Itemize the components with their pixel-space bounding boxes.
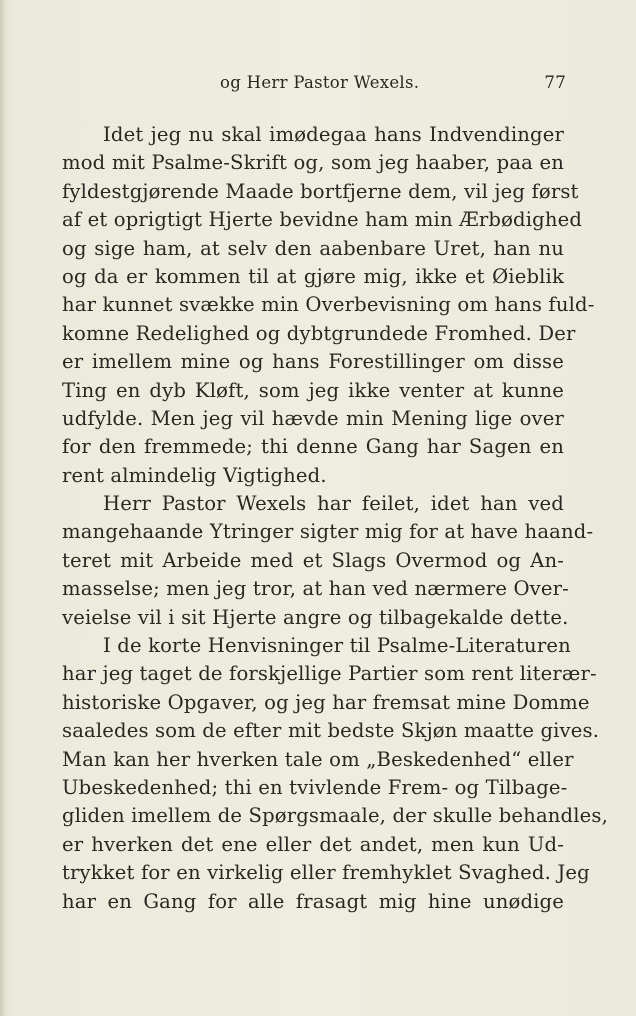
text-line: udfylde. Men jeg vil hævde min Mening lige over	[62, 406, 564, 430]
text-line: teret mit Arbeide med et Slags Overmod og An-	[62, 548, 564, 572]
text-line: Idet jeg nu skal imødegaa hans Indvendinger	[103, 123, 564, 146]
text-line: Ubeskedenhed; thi en tvivlende Frem- og Tilbage-	[62, 775, 568, 799]
text-line: gliden imellem de Spørgsmaale, der skulle behandles,	[62, 804, 608, 828]
text-line: er imellem mine og hans Forestillinger om disse	[62, 350, 564, 374]
text-line: masselse; men jeg tror, at han ved nærmere Over-	[62, 577, 569, 601]
text-line: har jeg taget de forskjellige Partier som rent literær-	[62, 662, 597, 686]
text-line: historiske Opgaver, og jeg har fremsat mine Domme	[62, 690, 590, 714]
running-header	[62, 73, 568, 97]
text-line: har en Gang for alle frasagt mig hine unødige	[62, 889, 564, 913]
text-line: for den fremmede; thi denne Gang har Sagen en	[62, 435, 564, 459]
text-line: Man kan her hverken tale om „Beskedenhed“ eller	[62, 747, 574, 771]
text-line: komne Redelighed og dybtgrundede Fromhed. Der	[62, 321, 576, 345]
text-line: mod mit Psalme-Skrift og, som jeg haaber, paa en	[62, 151, 564, 175]
text-line: rent almindelig Vigtighed.	[62, 463, 327, 487]
text-line: og da er kommen til at gjøre mig, ikke et Øieblik	[62, 264, 564, 288]
text-line: er hverken det ene eller det andet, men kun Ud-	[62, 832, 564, 856]
text-line: veielse vil i sit Hjerte angre og tilbagekalde dette.	[62, 605, 569, 629]
text-line: I de korte Henvisninger til Psalme-Literaturen	[103, 634, 571, 658]
text-line: trykket for en virkelig eller fremhyklet Svaghed. Jeg	[62, 861, 590, 885]
page-number: 77	[544, 73, 566, 92]
text-line: af et oprigtigt Hjerte bevidne ham min Ærbødighed	[62, 208, 583, 232]
page-gutter-shadow	[0, 0, 6, 1016]
text-line: saaledes som de efter mit bedste Skjøn maatte gives.	[62, 719, 600, 743]
text-line: mangehaande Ytringer sigter mig for at have haand-	[62, 520, 594, 544]
text-line: Ting en dyb Kløft, som jeg ikke venter at kunne	[62, 378, 564, 402]
text-line: fyldestgjørende Maade bortfjerne dem, vil jeg først	[62, 179, 579, 203]
body-text	[62, 121, 608, 916]
text-line: og sige ham, at selv den aabenbare Uret, han nu	[62, 236, 564, 260]
running-title: og Herr Pastor Wexels.	[220, 73, 420, 92]
text-line: Herr Pastor Wexels har feilet, idet han ved	[103, 492, 564, 516]
text-line: har kunnet svække min Overbevisning om hans fuld-	[62, 293, 595, 317]
